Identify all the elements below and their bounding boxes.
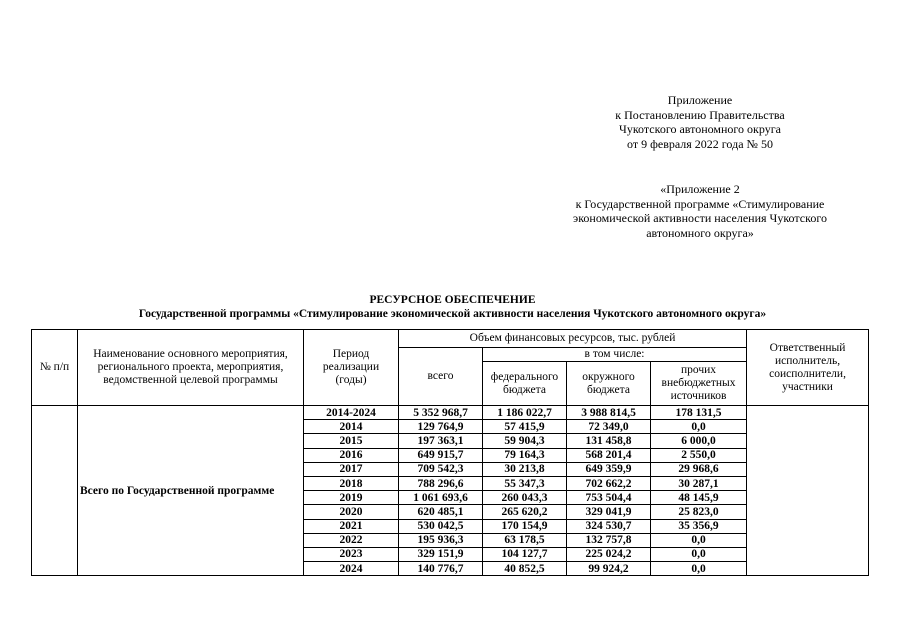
cell-period: 2020 <box>304 505 399 519</box>
cell-district: 753 504,4 <box>567 491 651 505</box>
cell-total: 1 061 693,6 <box>399 491 483 505</box>
cell-period: 2018 <box>304 476 399 490</box>
cell-federal: 260 043,3 <box>483 491 567 505</box>
appendix1-line: Приложение <box>667 93 733 107</box>
header-district: окружного бюджета <box>567 362 651 406</box>
table-header <box>32 330 869 406</box>
cell-period: 2024 <box>304 562 399 576</box>
cell-total: 530 042,5 <box>399 519 483 533</box>
cell-total: 709 542,3 <box>399 462 483 476</box>
appendix1-line: Чукотского автономного округа <box>619 122 781 136</box>
header-period: Период реализации (годы) <box>304 330 399 406</box>
cell-federal: 265 620,2 <box>483 505 567 519</box>
cell-period: 2017 <box>304 462 399 476</box>
cell-total: 329 151,9 <box>399 547 483 561</box>
cell-total: 649 915,7 <box>399 448 483 462</box>
appendix-block-2 <box>560 182 840 240</box>
cell-other: 30 287,1 <box>651 476 747 490</box>
document-title: РЕСУРСНОЕ ОБЕСПЕЧЕНИЕ <box>369 294 536 306</box>
cell-period: 2021 <box>304 519 399 533</box>
cell-total: 788 296,6 <box>399 476 483 490</box>
cell-period: 2016 <box>304 448 399 462</box>
program-name-cell <box>78 406 304 576</box>
cell-total: 5 352 968,7 <box>399 406 483 420</box>
document-title-block <box>0 293 905 321</box>
row-num-cell <box>32 406 78 576</box>
header-including: в том числе: <box>483 348 747 362</box>
cell-federal: 40 852,5 <box>483 562 567 576</box>
appendix1-line: от 9 февраля 2022 года № 50 <box>627 136 773 151</box>
cell-federal: 79 164,3 <box>483 448 567 462</box>
cell-federal: 59 904,3 <box>483 434 567 448</box>
program-name: Всего по Государственной программе <box>80 484 275 497</box>
appendix2-line: к Государственной программе «Стимулирование <box>575 196 825 211</box>
cell-federal: 57 415,9 <box>483 420 567 434</box>
cell-period: 2023 <box>304 547 399 561</box>
cell-other: 178 131,5 <box>651 406 747 420</box>
cell-total: 620 485,1 <box>399 505 483 519</box>
cell-federal: 30 213,8 <box>483 462 567 476</box>
header-name: Наименование основного мероприятия, регионального проекта, мероприятия, ведомственной целевой программы <box>78 330 304 406</box>
cell-district: 99 924,2 <box>567 562 651 576</box>
cell-other: 35 356,9 <box>651 519 747 533</box>
cell-federal: 63 178,5 <box>483 533 567 547</box>
cell-district: 131 458,8 <box>567 434 651 448</box>
cell-other: 29 968,6 <box>651 462 747 476</box>
cell-other: 0,0 <box>651 420 747 434</box>
header-volume: Объем финансовых ресурсов, тыс. рублей <box>399 330 747 348</box>
cell-district: 225 024,2 <box>567 547 651 561</box>
appendix2-line: автономного округа» <box>646 225 754 240</box>
cell-period: 2014 <box>304 420 399 434</box>
cell-other: 0,0 <box>651 547 747 561</box>
cell-period: 2015 <box>304 434 399 448</box>
header-total: всего <box>399 348 483 406</box>
cell-total: 140 776,7 <box>399 562 483 576</box>
cell-other: 48 145,9 <box>651 491 747 505</box>
cell-total: 195 936,3 <box>399 533 483 547</box>
cell-federal: 104 127,7 <box>483 547 567 561</box>
cell-period: 2019 <box>304 491 399 505</box>
appendix2-line: «Приложение 2 <box>660 182 740 196</box>
document-subtitle: Государственной программы «Стимулирование экономической активности населения Чукотского автономного округа» <box>138 308 767 320</box>
cell-other: 0,0 <box>651 562 747 576</box>
cell-total: 129 764,9 <box>399 420 483 434</box>
cell-district: 324 530,7 <box>567 519 651 533</box>
cell-period: 2014-2024 <box>304 406 399 420</box>
responsible-cell <box>747 406 869 576</box>
cell-other: 2 550,0 <box>651 448 747 462</box>
resource-table <box>31 329 869 576</box>
cell-district: 3 988 814,5 <box>567 406 651 420</box>
cell-district: 649 359,9 <box>567 462 651 476</box>
appendix-block-1 <box>560 93 840 151</box>
cell-district: 568 201,4 <box>567 448 651 462</box>
cell-district: 702 662,2 <box>567 476 651 490</box>
cell-federal: 170 154,9 <box>483 519 567 533</box>
cell-other: 0,0 <box>651 533 747 547</box>
cell-other: 6 000,0 <box>651 434 747 448</box>
cell-district: 329 041,9 <box>567 505 651 519</box>
appendix2-line: экономической активности населения Чукотского <box>573 211 827 225</box>
cell-district: 132 757,8 <box>567 533 651 547</box>
cell-total: 197 363,1 <box>399 434 483 448</box>
cell-federal: 1 186 022,7 <box>483 406 567 420</box>
header-num: № п/п <box>32 330 78 406</box>
appendix1-line: к Постановлению Правительства <box>615 107 785 122</box>
cell-other: 25 823,0 <box>651 505 747 519</box>
header-other: прочих внебюджетных источников <box>651 362 747 406</box>
table-body <box>32 406 869 576</box>
cell-period: 2022 <box>304 533 399 547</box>
header-federal: федерального бюджета <box>483 362 567 406</box>
cell-district: 72 349,0 <box>567 420 651 434</box>
header-responsible: Ответственный исполнитель, соисполнители, участники <box>747 330 869 406</box>
cell-federal: 55 347,3 <box>483 476 567 490</box>
table-row <box>32 406 869 420</box>
